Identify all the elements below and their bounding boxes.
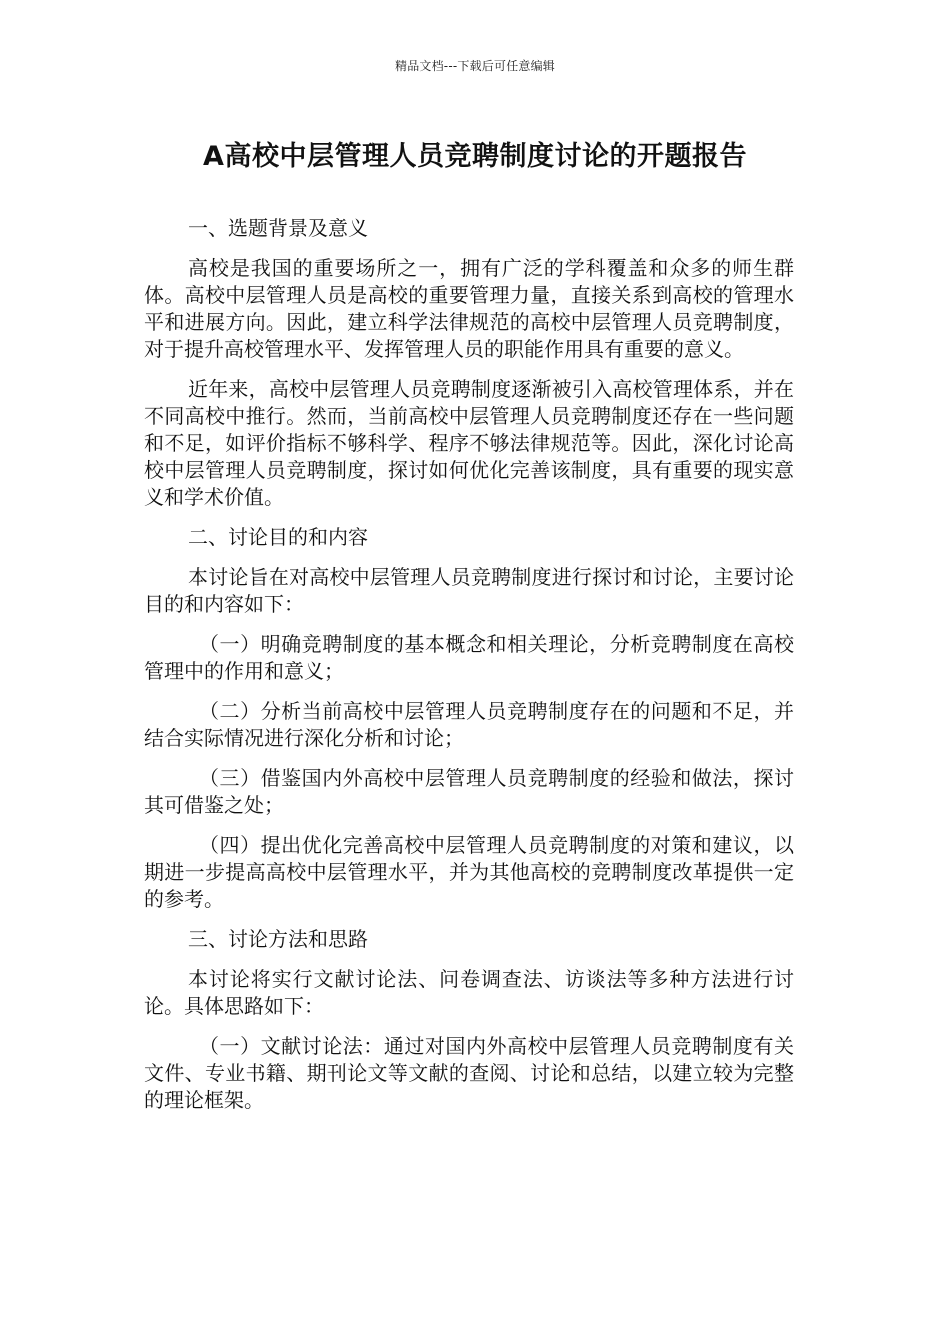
section2-item-4: （四）提出优化完善高校中层管理人员竞聘制度的对策和建议，以期进一步提高高校中层管理水平，并为其他高校的竞聘制度改革提供一定的参考。 (144, 833, 794, 911)
section2-item-1: （一）明确竞聘制度的基本概念和相关理论，分析竞聘制度在高校管理中的作用和意义； (144, 632, 794, 683)
section-heading-3: 三、讨论方法和思路 (188, 927, 368, 951)
section1-paragraph-1: 高校是我国的重要场所之一，拥有广泛的学科覆盖和众多的师生群体。高校中层管理人员是高校的重要管理力量，直接关系到高校的管理水平和进展方向。因此，建立科学法律规范的高校中层管理人员竞聘制度，对于提升高校管理水平、发挥管理人员的职能作用具有重要的意义。 (144, 256, 794, 361)
section2-intro: 本讨论旨在对高校中层管理人员竞聘制度进行探讨和讨论，主要讨论目的和内容如下： (144, 565, 794, 616)
document-body (144, 215, 794, 1127)
document-title: A高校中层管理人员竞聘制度讨论的开题报告 (203, 141, 747, 172)
header-note: 精品文档---下载后可任意编辑 (395, 59, 555, 73)
section3-intro: 本讨论将实行文献讨论法、问卷调查法、访谈法等多种方法进行讨论。具体思路如下： (144, 967, 794, 1018)
section1-paragraph-2: 近年来，高校中层管理人员竞聘制度逐渐被引入高校管理体系，并在不同高校中推行。然而，当前高校中层管理人员竞聘制度还存在一些问题和不足，如评价指标不够科学、程序不够法律规范等。因此，深化讨论高校中层管理人员竞聘制度，探讨如何优化完善该制度，具有重要的现实意义和学术价值。 (144, 377, 794, 509)
section-heading-2: 二、讨论目的和内容 (188, 525, 368, 549)
section3-item-1: （一）文献讨论法：通过对国内外高校中层管理人员竞聘制度有关文件、专业书籍、期刊论文等文献的查阅、讨论和总结，以建立较为完整的理论框架。 (144, 1034, 794, 1112)
section2-item-3: （三）借鉴国内外高校中层管理人员竞聘制度的经验和做法，探讨其可借鉴之处； (144, 766, 794, 817)
section2-item-2: （二）分析当前高校中层管理人员竞聘制度存在的问题和不足，并结合实际情况进行深化分析和讨论； (144, 699, 794, 750)
section-heading-1: 一、选题背景及意义 (188, 216, 368, 240)
